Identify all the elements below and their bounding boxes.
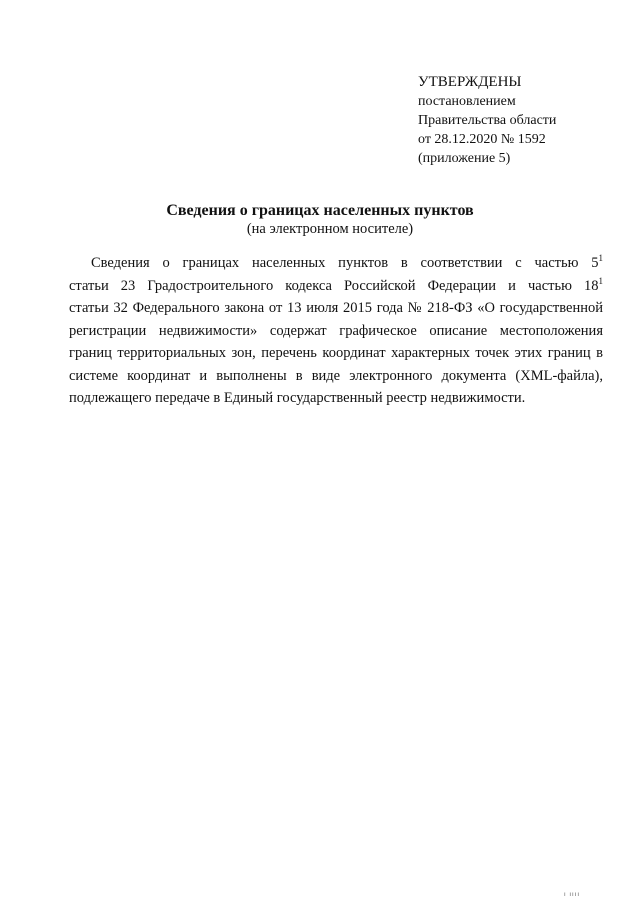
document-title: Сведения о границах населенных пунктов	[166, 202, 474, 219]
body-line-4: регистрации недвижимости» содержат графическое описание местоположения	[69, 322, 603, 339]
body-line-3: статьи 32 Федерального закона от 13 июля 2015 года № 218-ФЗ «О государственной	[69, 300, 603, 316]
approval-line-resolution: постановлением	[418, 94, 516, 109]
body-line-5: границ территориальных зон, перечень координат характерных точек этих границ в	[69, 345, 603, 361]
body-line-2	[69, 275, 603, 298]
body-line-7: подлежащего передаче в Единый государственный реестр недвижимости.	[69, 390, 526, 406]
approval-line-government: Правительства области	[418, 113, 557, 128]
approval-line-date-number: от 28.12.2020 № 1592	[418, 132, 546, 147]
body-line-6: системе координат и выполнены в виде электронного документа (XML-файла),	[69, 367, 603, 384]
body-line-2-text: статьи 23 Градостроительного кодекса Российской Федерации и частью 18	[69, 277, 599, 294]
body-line-1-superscript: 1	[598, 253, 603, 263]
document-body	[69, 252, 603, 410]
approval-heading: УТВЕРЖДЕНЫ	[418, 74, 522, 90]
body-line-1	[69, 252, 603, 275]
body-line-1-text: Сведения о границах населенных пунктов в соответствии с частью 5	[91, 255, 599, 271]
approval-block	[418, 73, 618, 168]
body-line-2-superscript: 1	[598, 275, 603, 286]
document-subtitle: (на электронном носителе)	[246, 221, 414, 237]
footer-scan-mark: ı ıııı	[564, 892, 581, 898]
approval-line-appendix: (приложение 5)	[418, 151, 511, 166]
